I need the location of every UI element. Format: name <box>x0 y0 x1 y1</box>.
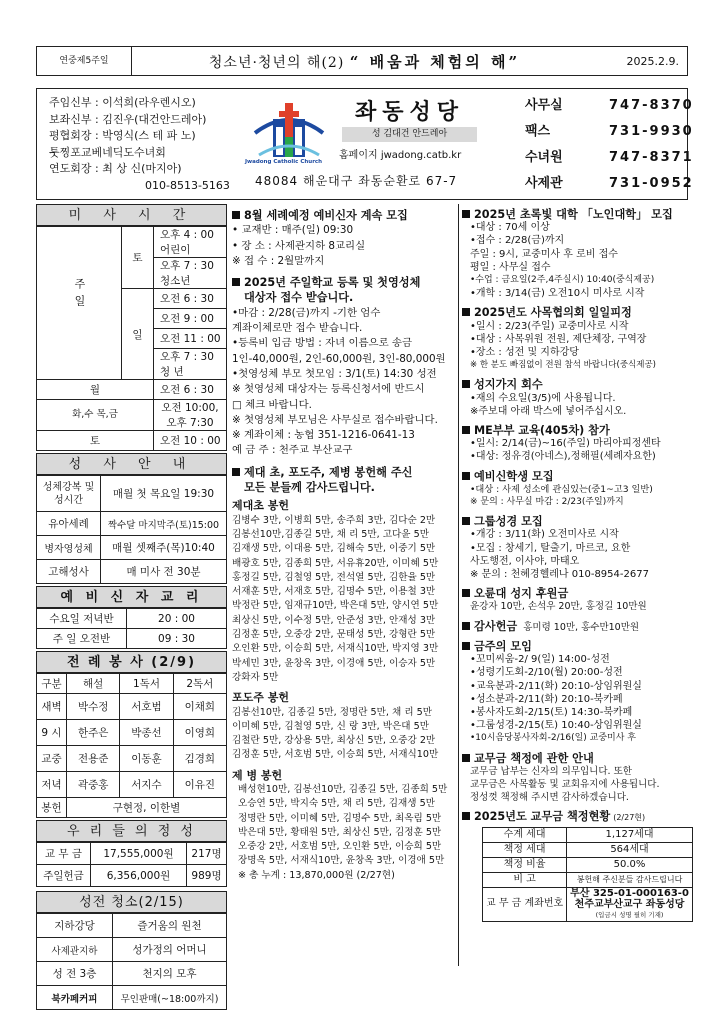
altar-table <box>36 673 227 818</box>
meeting-line: •교육분과-2/11(화) 20:10-상임위원실 <box>470 680 642 692</box>
heading-text: 예비신학생 모집 <box>474 469 554 483</box>
tithe-label: 수계 세대 <box>483 827 567 842</box>
staff-line: 보좌신부 : 김진우(대건안드레아) <box>49 112 207 126</box>
square-bullet-icon <box>462 472 470 480</box>
donor-line: 최상신 5만, 이수정 5만, 안준성 3만, 안재성 3만 <box>232 614 436 626</box>
staff-line: 주임신부 : 이석희(라우렌시오) <box>49 96 196 109</box>
donor-line: 강화자 5만 <box>232 671 279 683</box>
tithe-value: 50.0% <box>567 857 693 872</box>
donor-line: 박은대 5만, 황태원 5만, 최상신 5만, 김정훈 5만 <box>238 826 442 838</box>
sacrament-name: 유아세례 <box>37 512 101 536</box>
cleaning-place: 지하강당 <box>37 914 113 938</box>
heading-text: 교무금 책정에 관한 안내 <box>474 751 594 765</box>
donor-line: 김봉선10만,김종길 5만, 채 리 5만, 고다윤 5만 <box>232 528 429 540</box>
notice-line: •개강 : 3/11(화) 오전미사로 시작 <box>470 529 619 541</box>
theme-slogan: “ 배움과 체험의 해” <box>349 52 521 71</box>
sacrament-table <box>36 475 227 584</box>
notice-line: 정성껏 책정해 주시면 감사하겠습니다. <box>470 792 629 804</box>
cleaning-place: 북카페커피 <box>37 986 113 1010</box>
square-bullet-icon <box>232 468 240 476</box>
meeting-line: •그룹성경-2/15(토) 10:40-상임위원실 <box>470 720 642 732</box>
tithe-label: 책정 비율 <box>483 857 567 872</box>
heading-text: 2025년 초록빛 대학 「노인대학」 모집 <box>474 208 673 221</box>
notice-line: 교무금은 사목활동 및 교회유지에 사용됩니다. <box>470 778 660 790</box>
sunday-school-heading-2: 대상자 접수 받습니다. <box>244 291 354 305</box>
notice-line: •대상 : 70세 이상 <box>470 222 550 234</box>
church-name: 좌동성당 <box>355 99 465 125</box>
wine-list <box>232 706 447 763</box>
sacrament-name: 고해성사 <box>37 560 101 584</box>
tithe-value: 564세대 <box>567 842 693 857</box>
cleaning-group: 즐거움의 원천 <box>113 914 227 938</box>
square-bullet-icon <box>232 211 240 219</box>
altar-cell: 박종선 <box>120 720 173 746</box>
sunday-school-heading <box>232 275 447 290</box>
class-name: 주 일 오전반 <box>37 629 127 649</box>
sacrament-title: 성 사 안 내 <box>36 453 227 475</box>
donor-line: 김철란 5만, 강상용 5만, 최상신 5만, 오중강 2만 <box>232 735 436 747</box>
heading-text: 그룹성경 모집 <box>474 515 543 529</box>
staff-line: 010-8513-5163 <box>145 178 230 192</box>
bongheon-names: 구현정, 이한별 <box>67 798 227 818</box>
mass-time: 오전 11 : 00 <box>154 329 227 349</box>
donor-line: 김병수 3만, 이병희 5만, 송주희 3만, 김다순 2만 <box>232 514 436 526</box>
notice-line: 주일 : 9시, 교중미사 후 로비 접수 <box>470 248 618 260</box>
sacrament-name: 병자영성체 <box>37 536 101 560</box>
sat2-label: 토 <box>37 431 154 451</box>
mass-table <box>36 226 227 451</box>
contact-label: 사제관 <box>525 176 563 191</box>
mass-time: 오전 6 : 30 <box>154 380 227 400</box>
notice-line: •재의 수요일(3/5)에 사용됩니다. <box>470 392 616 404</box>
tithe-guide-heading <box>462 752 693 765</box>
cleaning-table <box>36 913 227 1010</box>
theme-year: 청소년·청년의 해(2) <box>208 54 350 71</box>
week-label: 연중제5주일 <box>37 47 132 75</box>
account-label: 교 무 금 계좌번호 <box>483 887 567 921</box>
catechumen-table <box>36 608 227 649</box>
altar-cell: 전용준 <box>67 746 120 772</box>
heading-text: 2025년도 사목협의회 일일피정 <box>474 306 632 320</box>
host-list <box>232 783 447 883</box>
class-time: 09 : 30 <box>127 629 227 649</box>
staff-line: 툿찡포교베네딕도수녀회 <box>49 145 166 159</box>
donation-total: ※ 총 누계 : 13,870,000원 (2/27현) <box>238 869 395 881</box>
tithe-table <box>482 827 693 922</box>
contact-row <box>525 119 694 145</box>
baptism-heading <box>232 208 447 223</box>
altar-cell: 새벽 <box>37 694 67 720</box>
square-bullet-icon <box>462 426 470 434</box>
staff-line: 평협회장 : 박영식(스 테 파 노) <box>49 129 196 142</box>
notice-line: ※ 첫영성체 부모님은 사무실로 접수바랍니다. <box>232 413 438 426</box>
offering-label: 교 무 금 <box>37 843 91 865</box>
square-bullet-icon <box>462 622 470 630</box>
notice-line: ※주보대 아래 박스에 넣어주십시오. <box>470 405 627 417</box>
notice-line: •장소 : 성전 및 지하강당 <box>470 347 579 359</box>
cleaning-place: 사제관지하 <box>37 938 113 962</box>
heading-text: 오륜대 성지 후원금 <box>474 587 569 601</box>
contact-label: 사무실 <box>525 98 563 113</box>
issue-date: 2025.2.9. <box>626 54 679 68</box>
contact-list <box>525 93 694 197</box>
contact-label: 수녀원 <box>525 150 563 165</box>
church-website: 홈페이지 jwadong.catb.kr <box>339 150 462 161</box>
square-bullet-icon <box>462 589 470 597</box>
altar-header: 해설 <box>67 674 120 694</box>
contact-row <box>525 145 694 171</box>
cleaning-title: 성전 청소(2/15) <box>36 891 227 913</box>
contact-number: 747-8371 <box>609 150 694 165</box>
altar-cell: 서호범 <box>120 694 173 720</box>
notice-line: 윤강자 10만, 손석우 20만, 홍정길 10만원 <box>470 601 647 613</box>
notice-line: 홍미령 10만, 홍수만10만원 <box>523 621 640 633</box>
theme-title <box>132 51 597 72</box>
altar-title: 전 례 봉 사 (2/9) <box>36 651 227 673</box>
altar-cell: 곽중홍 <box>67 772 120 798</box>
donor-line: 김정훈 5만, 오중강 2만, 문태성 5만, 강형란 5만 <box>232 629 436 641</box>
me-heading <box>462 424 693 437</box>
contact-label: 팩스 <box>525 124 551 139</box>
column-divider <box>458 204 459 966</box>
meeting-line: •봉사자도회-2/15(토) 14:30-북카페 <box>470 706 633 718</box>
mass-time: 오후 4 : 00 어린이 <box>154 227 227 258</box>
notice-line: □ 체크 바랍니다. <box>232 398 312 411</box>
heading-text: ME부부 교육(405차) 참가 <box>474 424 610 438</box>
notice-line: ※ 문의 : 천혜경헬레나 010-8954-2677 <box>470 569 649 581</box>
donor-line: 오중강 2만, 서호범 5만, 오인환 5만, 이승희 5만 <box>238 841 442 853</box>
contact-row <box>525 93 694 119</box>
staff-line: 연도회장 : 최 상 신(마지아) <box>49 162 182 175</box>
offering-count: 989명 <box>187 865 227 887</box>
contact-number: 731-9930 <box>609 124 694 139</box>
altar-cell: 박수정 <box>67 694 120 720</box>
notice-line: 계좌이체로만 접수 받습니다. <box>232 322 363 335</box>
notice-line: •마감 : 2/28(금)까지 -기한 엄수 <box>232 306 381 319</box>
meeting-line: •10시음당봉사자회-2/16(일) 교중미사 후 <box>470 733 636 744</box>
cleaning-place: 성 전 3층 <box>37 962 113 986</box>
offering-count: 217명 <box>187 843 227 865</box>
catechumen-title: 예 비 신 자 교 리 <box>36 586 227 608</box>
mass-time: 오전 10 : 00 <box>154 431 227 451</box>
candle-list <box>232 514 447 686</box>
heading-text: 제대 초, 포도주, 제병 봉헌해 주신 <box>244 465 413 479</box>
donor-line: 서재훈 5만, 서재호 5만, 김명수 5만, 이용철 3만 <box>232 586 436 598</box>
day-label: 일 <box>122 289 154 380</box>
mass-time: 오전 9 : 00 <box>154 309 227 329</box>
sacrament-time: 매월 셋째주(목)10:40 <box>101 536 227 560</box>
notice-line: •접수 : 2/28(금)까지 <box>470 235 565 247</box>
heading-text: 8월 세례예정 예비신자 계속 모집 <box>244 209 408 222</box>
palm-heading <box>462 378 693 391</box>
heading-text: 금주의 모임 <box>474 639 532 653</box>
account-note: (입금시 성명 필히 기재) <box>595 910 664 919</box>
offering-amount: 6,356,000원 <box>91 865 187 887</box>
account-holder: 천주교부산교구 좌동성당 <box>574 898 685 910</box>
donation-heading <box>232 465 447 480</box>
notice-line: ※ 한 분도 빠짐없이 전원 참석 바랍니다(중식제공) <box>470 360 656 371</box>
donor-line: 김정훈 5만, 서호범 5만, 이승희 5만, 서재식10만 <box>232 749 439 761</box>
heading-text: 감사헌금 <box>474 619 518 633</box>
cleaning-group: 무인판매(~18:00까지) <box>113 986 227 1010</box>
notice-line: 교무금 납부는 신자의 의무입니다. 또한 <box>470 765 632 777</box>
church-logo-icon <box>251 97 327 159</box>
logo-caption: Jwadong Catholic Church <box>245 159 323 165</box>
square-bullet-icon <box>462 380 470 388</box>
square-bullet-icon <box>462 642 470 650</box>
altar-cell: 김경희 <box>173 746 226 772</box>
wine-subheading: 포도주 봉헌 <box>232 691 289 705</box>
account-number: 부산 325-01-000163-0 <box>570 887 689 899</box>
tithe-status-heading <box>462 810 693 824</box>
contact-row <box>525 171 694 197</box>
tithe-label: 책정 세대 <box>483 842 567 857</box>
cleaning-group: 성가정의 어머니 <box>113 938 227 962</box>
donor-line: 정명란 5만, 이미혜 5만, 김명수 5만, 최옥림 5만 <box>238 812 442 824</box>
square-bullet-icon <box>232 278 240 286</box>
offering-table <box>36 842 227 887</box>
sat-label: 토 <box>122 227 154 289</box>
notice-line: •대상: 정유경(아네스),정해필(세례자요한) <box>470 451 656 463</box>
church-address: 48084 해운대구 좌동순환로 67-7 <box>255 174 458 188</box>
candle-subheading: 제대초 봉헌 <box>232 499 289 513</box>
square-bullet-icon <box>462 754 470 762</box>
notice-line: ※ 문의 : 사무실 마감 : 2/23(주일)까지 <box>470 497 624 508</box>
notice-line: •일시 : 2/23(주일) 교중미사로 시작 <box>470 320 629 332</box>
donor-line: 김재생 5만, 이대용 5만, 김해숙 5만, 이중기 5만 <box>232 543 436 555</box>
donor-line: 박세민 3만, 윤창옥 3만, 이경애 5만, 이승자 5만 <box>232 657 436 669</box>
tithe-label: 비 고 <box>483 872 567 887</box>
donor-line: 오인환 5만, 이승희 5만, 서재식10만, 박지영 3만 <box>232 643 439 655</box>
sacrament-time: 짝수달 마지막주(토)15:00 <box>101 512 227 536</box>
sunday-text: 주일 <box>73 277 86 312</box>
thanks-heading <box>462 620 693 634</box>
bongheon-label: 봉헌 <box>37 798 67 818</box>
meetings-heading <box>462 640 693 653</box>
donor-line: 김봉선10만, 김종길 5만, 정명란 5만, 채 리 5만 <box>232 706 433 718</box>
altar-cell: 이동훈 <box>120 746 173 772</box>
host-subheading: 제 병 봉헌 <box>232 768 283 782</box>
notice-line: •개학 : 3/14(금) 오전10시 미사로 시작 <box>470 288 645 300</box>
notice-line: ※ 접 수 : 2월말까지 <box>232 254 325 267</box>
square-bullet-icon <box>462 812 470 820</box>
meeting-line: •꼬미씨움-2/ 9(일) 14:00-성전 <box>470 654 610 666</box>
heading-text: 2025년 주일학교 등록 및 첫영성체 <box>244 276 421 290</box>
notice-line: ※ 첫영성체 대상자는 등록신청서에 반드시 <box>232 383 425 396</box>
retreat-heading <box>462 306 693 319</box>
altar-cell: 이유진 <box>173 772 226 798</box>
cleaning-group: 천지의 모후 <box>113 962 227 986</box>
notice-line: •일시: 2/14(금)~16(주일) 마리아피정센타 <box>470 438 661 450</box>
sacrament-time: 매월 첫 목요일 19:30 <box>101 476 227 512</box>
left-column <box>36 204 227 1010</box>
notice-line: 사도행전, 이사야, 마태오 <box>470 555 580 567</box>
donor-line: 장명옥 5만, 서재식10만, 윤창옥 3만, 이경애 5만 <box>238 855 445 867</box>
heading-text: 2025년도 교무금 책정현황 <box>474 810 611 824</box>
mass-time: 오후 7 : 30 청 년 <box>154 349 227 380</box>
church-patron: 성 김대건 안드레아 <box>342 127 477 142</box>
square-bullet-icon <box>462 308 470 316</box>
notice-line: •등록비 입금 방법 : 자녀 이름으로 송금 <box>232 337 413 350</box>
class-name: 수요일 저녁반 <box>37 609 127 629</box>
class-time: 20 : 00 <box>127 609 227 629</box>
account-info <box>567 887 693 921</box>
altar-header: 구분 <box>37 674 67 694</box>
notice-line: 예 금 주 : 천주교 부산교구 <box>232 444 353 457</box>
sacrament-name: 성체강복 및 성시간 <box>37 476 101 512</box>
meeting-line: •성령기도회-2/10(월) 20:00-성전 <box>470 667 623 679</box>
seminary-heading <box>462 470 693 483</box>
contact-number: 747-8370 <box>609 98 694 113</box>
donor-line: 이미혜 5만, 김철영 5만, 신 랑 3만, 박은대 5만 <box>232 720 429 732</box>
tithe-value: 1,127세대 <box>567 827 693 842</box>
notice-line: •모집 : 창세기, 탈출기, 마르코, 요한 <box>470 542 631 554</box>
altar-cell: 교중 <box>37 746 67 772</box>
donation-heading-2: 모든 분들께 감사드립니다. <box>244 481 375 495</box>
notice-line: 평일 : 사무실 접수 <box>470 261 551 273</box>
sunday-label <box>37 227 122 380</box>
altar-header: 2독서 <box>173 674 226 694</box>
altar-header: 1독서 <box>120 674 173 694</box>
notice-line: •대상 : 사목위원 전원, 제단체장, 구역장 <box>470 333 647 345</box>
bible-heading <box>462 515 693 528</box>
church-info-box <box>36 88 694 200</box>
altar-cell: 9 시 <box>37 720 67 746</box>
notice-line: •대상 : 사제 성소에 관심있는(중1~고3 일반) <box>470 483 653 495</box>
mass-time: 오전 6 : 30 <box>154 289 227 309</box>
sacrament-time: 매 미사 전 30분 <box>101 560 227 584</box>
square-bullet-icon <box>462 210 470 218</box>
weekday-label: 화,수 목,금 <box>37 400 154 431</box>
donor-line: 배광호 5만, 김종희 5만, 서유휴20만, 이미혜 5만 <box>232 557 439 569</box>
notice-line: 1인-40,000원, 2인-60,000원, 3인-80,000원 <box>232 352 446 365</box>
altar-cell: 서지수 <box>120 772 173 798</box>
square-bullet-icon <box>462 517 470 525</box>
notice-line: • 장 소 : 사제관지하 8교리실 <box>232 239 366 252</box>
shrine-heading <box>462 587 693 600</box>
mass-time: 오후 7 : 30 청소년 <box>154 258 227 289</box>
donor-line: 오승연 5만, 박지숙 5만, 채 리 5만, 김재생 5만 <box>238 798 435 810</box>
notice-line: ※ 계좌이체 : 농협 351-1216-0641-13 <box>232 429 415 442</box>
altar-cell: 한주은 <box>67 720 120 746</box>
notice-line: • 교재반 : 매주(일) 09:30 <box>232 224 354 237</box>
meeting-line: •성소분과-2/11(화) 20:10-북카페 <box>470 693 623 705</box>
donor-line: 박정란 5만, 임재규10만, 박은대 5만, 양시연 5만 <box>232 600 439 612</box>
mon-label: 월 <box>37 380 154 400</box>
notice-line: •수업 : 금요일(2주,4주실시) 10:40(중식제공) <box>470 275 655 286</box>
middle-column <box>232 206 447 883</box>
header-bar <box>36 46 688 76</box>
offering-title: 우 리 들 의 정 성 <box>36 820 227 842</box>
right-column <box>462 206 693 922</box>
senior-college-heading <box>462 208 693 221</box>
mass-time: 오전 10:00, 오후 7:30 <box>154 400 227 431</box>
status-date: (2/27현) <box>613 813 646 823</box>
notice-line: •첫영성체 부모 첫모임 : 3/1(토) 14:30 성전 <box>232 367 437 380</box>
offering-label: 주일헌금 <box>37 865 91 887</box>
staff-list <box>49 95 230 194</box>
altar-cell: 이채희 <box>173 694 226 720</box>
altar-cell: 저녁 <box>37 772 67 798</box>
donor-line: 배성현10만, 김봉선10만, 김종길 5만, 김종희 5만 <box>238 783 448 795</box>
altar-cell: 이영희 <box>173 720 226 746</box>
tithe-value: 봉헌해 주신분들 감사드립니다 <box>567 872 693 887</box>
contact-number: 731-0952 <box>609 176 694 191</box>
donor-line: 홍정길 5만, 김철영 5만, 전석열 5만, 김한율 5만 <box>232 571 436 583</box>
heading-text: 성지가지 회수 <box>474 378 543 392</box>
mass-title: 미 사 시 간 <box>36 204 227 226</box>
offering-amount: 17,555,000원 <box>91 843 187 865</box>
